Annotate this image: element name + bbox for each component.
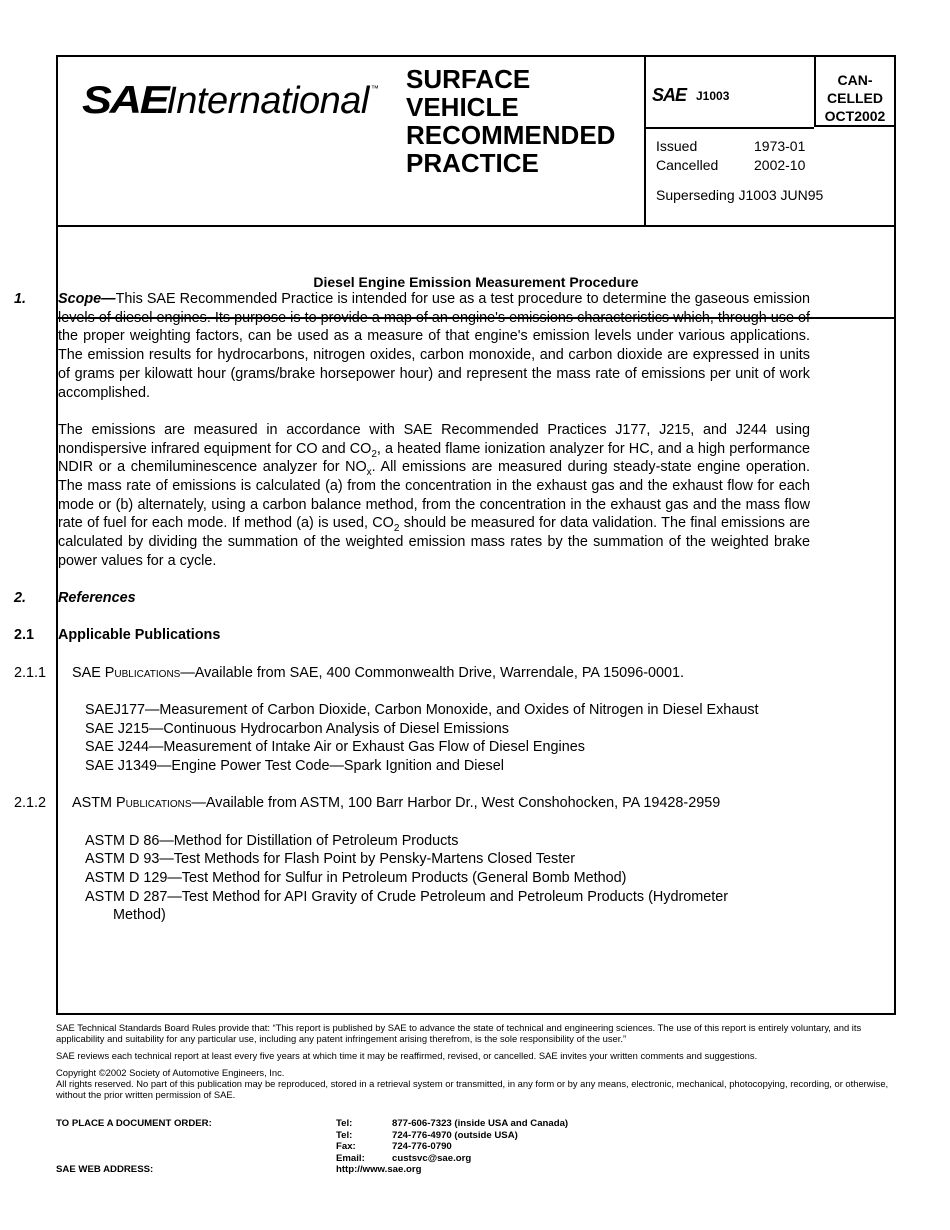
page-title: Diesel Engine Emission Measurement Procedure [313,274,639,290]
section-scope: 1. Scope—This SAE Recommended Practice is intended for use as a test procedure to determine the gaseous emission levels of diesel engines. Its purpose is to provide a map of an engine's emissions characteristics which, through use of the proper weighting factors, can be used as a measure of that engine's emission levels under various applications. The emission results for hydrocarbons, nitrogen oxides, carbon monoxide, and carbon dioxide are expressed in units of grams per kilowatt hour (grams/brake horsepower hour) and represent the mass rate of emissions per unit of work accomplished. [14,291,810,401]
list-item: SAE J1349—Engine Power Test Code—Spark Ignition and Diesel [85,758,504,775]
header [58,57,894,227]
order-info: TO PLACE A DOCUMENT ORDER: SAE WEB ADDRESS: Tel: 877-606-7323 (inside USA and Canada) Tel: 724-776-4970 (outside USA) Fax: 724-776-0790 Email: custsvc@sae.org http://www.sae.org [56,1118,569,1175]
sae-publications-line: 2.1.1 SAE Publications—Available from SAE, 400 Commonwealth Drive, Warrendale, PA 15096-0001. [14,664,685,681]
web-link[interactable]: http://www.sae.org [336,1164,422,1175]
phone-link[interactable]: 877-606-7323 (inside USA and Canada) [392,1118,569,1129]
footer-notes [56,1022,898,1106]
document-type: SURFACE VEHICLE RECOMMENDED PRACTICE [406,64,616,178]
section-references-heading: 2. References [14,590,136,607]
list-item-continuation: Method) [113,907,166,924]
standards-board-rules: SAE Technical Standards Board Rules provide that: “This report is published by SAE to advance the state of technical and engineering sciences. The use of this report is entirely voluntary, and its applicability and suitability for any particular use, including any patent infringement arising therefrom, is the sole responsibility of the user.” [56,1022,862,1044]
sae-mini-logo: SAE [652,85,687,105]
contact-table: Tel: 877-606-7323 (inside USA and Canada) Tel: 724-776-4970 (outside USA) Fax: 724-776-0790 Email: custsvc@sae.org http://www.sae.org [336,1118,569,1175]
document-body [14,290,810,925]
list-item: ASTM D 86—Method for Distillation of Petroleum Products [85,832,459,849]
sae-international-logo: SAE International ™ [82,79,379,122]
paragraph: The emissions are measured in accordance with SAE Recommended Practices J177, J215, and J244 using nondispersive infrared equipment for CO and $CO_2$, a heated flame ionization analyzer for HC, and a high performance NDIR or a chemiluminescence analyzer for $NO_x$. All emissions are measured during steady-state engine operation. The mass rate of emissions is calculated (a) from the concentration in the exhaust gas and the exhaust flow for each mode or (b) alternately, using a carbon balance method, from the concentration in the exhaust gas and the mass flow rate of fuel for each mode. If method (a) is used, $CO_2$ should be measured for data validation. The final emissions are calculated by dividing the summation of the weighted emission mass rates by the summation of the weighted brake power values for a cycle. [58,421,811,569]
list-item: ASTM D 93—Test Methods for Flash Point by Pensky-Martens Closed Tester [85,851,576,868]
applicable-publications-heading: 2.1 Applicable Publications [14,627,221,644]
sae-publications-list [85,701,810,776]
cancelled-date: 2002-10 [754,157,806,173]
review-notice: SAE reviews each technical report at least every five years at which time it may be reaffirmed, revised, or cancelled. SAE invites your written comments and suggestions. [56,1050,758,1061]
phone-link[interactable]: 724-776-4970 (outside USA) [392,1129,518,1141]
fax-number: 724-776-0790 [392,1141,452,1152]
document-number-box [646,57,814,129]
astm-publications-list [85,832,810,926]
status-badge: CAN- CELLED OCT2002 [816,57,894,127]
issued-date: 1973-01 [754,138,806,154]
document-number: J1003 [696,89,730,103]
email-link[interactable]: custsvc@sae.org [392,1152,472,1164]
document-dates: Issued 1973-01 Cancelled 2002-10 Superseding J1003 JUN95 [656,138,824,203]
list-item: ASTM D 129—Test Method for Sulfur in Petroleum Products (General Bomb Method) [85,870,627,887]
list-item: ASTM D 287—Test Method for API Gravity of Crude Petroleum and Petroleum Products (Hydrometer [85,888,729,905]
list-item: SAE J244—Measurement of Intake Air or Exhaust Gas Flow of Diesel Engines [85,739,585,756]
copyright: Copyright ©2002 Society of Automotive Engineers, Inc. All rights reserved. No part of this publication may be reproduced, stored in a retrieval system or transmitted, in any form or by any means, electronic, mechanical, photocopying, recording, or otherwise, without the prior written permission of SAE. [56,1067,889,1100]
list-item: SAE J215—Continuous Hydrocarbon Analysis of Diesel Emissions [85,720,509,737]
astm-publications-line: 2.1.2 ASTM Publications—Available from ASTM, 100 Barr Harbor Dr., West Conshohocken, PA 19428-2959 [14,795,721,812]
list-item: SAEJ177—Measurement of Carbon Dioxide, Carbon Monoxide, and Oxides of Nitrogen in Diesel Exhaust [85,701,759,718]
superseding: Superseding J1003 JUN95 [656,187,824,203]
